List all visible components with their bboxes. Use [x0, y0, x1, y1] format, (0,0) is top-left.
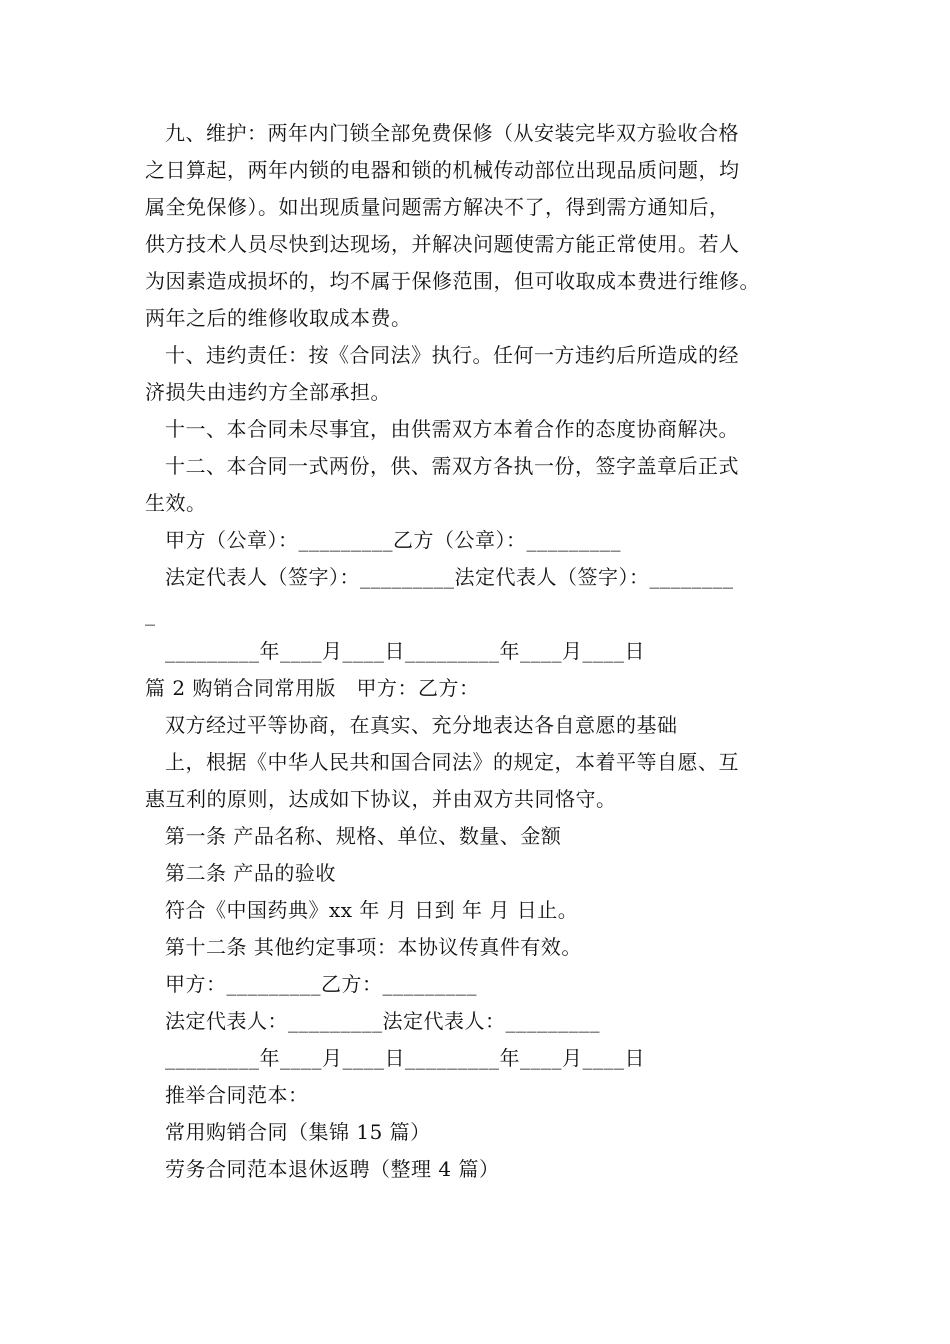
signature-party-seal: 甲方（公章）：_________乙方（公章）：_________: [165, 528, 621, 552]
clause-12-line-1: 十二、本合同一式两份，供、需双方各执一份，签字盖章后正式: [165, 454, 739, 478]
signature-legal-rep-2: 法定代表人：_________法定代表人：_________: [165, 1009, 600, 1033]
recommend-heading: 推举合同范本：: [165, 1083, 309, 1107]
signature-date-1: _________年____月____日_________年____月____日: [165, 639, 645, 663]
clause-9-line-5: 为因素造成损坏的，均不属于保修范围，但可收取成本费进行维修。: [145, 269, 760, 293]
clause-9-line-6: 两年之后的维修收取成本费。: [145, 306, 412, 330]
clause-12-line-2: 生效。: [145, 491, 207, 515]
article-1: 第一条 产品名称、规格、单位、数量、金额: [165, 824, 562, 848]
clause-10-line-2: 济损失由违约方全部承担。: [145, 380, 391, 404]
signature-party-2: 甲方：_________乙方：_________: [165, 972, 477, 996]
clause-9-line-2: 之日算起，两年内锁的电器和锁的机械传动部位出现品质问题，均: [145, 158, 740, 182]
section-2-intro-line-1: 双方经过平等协商，在真实、充分地表达各自意愿的基础: [165, 713, 678, 737]
recommend-item-1: 常用购销合同（集锦 15 篇）: [165, 1120, 431, 1144]
section-2-heading: 篇 2 购销合同常用版 甲方：乙方：: [145, 676, 480, 700]
article-2: 第二条 产品的验收: [165, 861, 336, 885]
signature-date-2: _________年____月____日_________年____月____日: [165, 1046, 645, 1070]
clause-9-line-1: 九、维护：两年内门锁全部免费保修（从安装完毕双方验收合格: [165, 121, 739, 145]
signature-legal-rep: 法定代表人（签字）：_________法定代表人（签字）：________: [165, 565, 734, 589]
clause-9-line-3: 属全免保修）。如出现质量问题需方解决不了，得到需方通知后，: [145, 195, 730, 219]
document-body: [145, 115, 810, 1188]
signature-legal-rep-overflow: _: [145, 602, 156, 626]
recommend-item-2: 劳务合同范本退休返聘（整理 4 篇）: [165, 1157, 500, 1181]
clause-10-line-1: 十、违约责任：按《合同法》执行。任何一方违约后所造成的经: [165, 343, 739, 367]
clause-9-line-4: 供方技术人员尽快到达现场，并解决问题使需方能正常使用。若人: [145, 232, 740, 256]
section-2-intro-line-2: 上，根据《中华人民共和国合同法》的规定，本着平等自愿、互: [165, 750, 739, 774]
clause-11: 十一、本合同未尽事宜，由供需双方本着合作的态度协商解决。: [165, 417, 739, 441]
article-12: 第十二条 其他约定事项：本协议传真件有效。: [165, 935, 582, 959]
section-2-intro-line-3: 惠互利的原则，达成如下协议，并由双方共同恪守。: [145, 787, 617, 811]
article-pharmacopoeia: 符合《中国药典》xx 年 月 日到 年 月 日止。: [165, 898, 579, 922]
